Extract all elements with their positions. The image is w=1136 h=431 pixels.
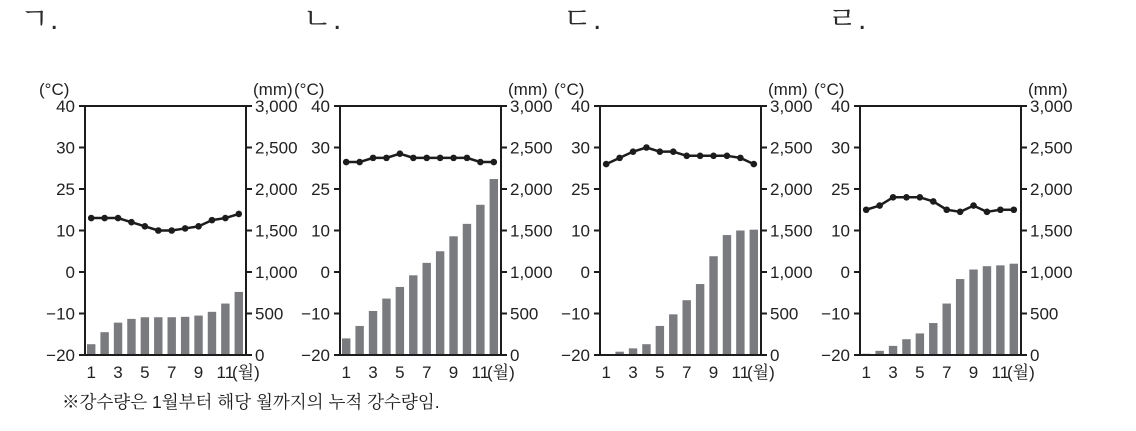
x-axis-labels <box>601 363 774 382</box>
temperature-point <box>182 225 189 232</box>
precip-bar <box>436 251 444 355</box>
precip-bar <box>642 344 650 355</box>
precip-bar <box>956 279 964 355</box>
temperature-point <box>464 155 471 162</box>
svg-text:9: 9 <box>708 363 719 382</box>
temperature-point <box>477 159 484 166</box>
precip-bar <box>916 333 924 355</box>
svg-text:500: 500 <box>510 304 539 324</box>
svg-text:−20: −20 <box>821 346 850 365</box>
temperature-point <box>88 215 95 222</box>
precip-bar <box>929 323 937 355</box>
precip-bar <box>1010 264 1018 355</box>
precip-bar <box>889 346 897 355</box>
svg-text:25: 25 <box>831 180 850 199</box>
svg-text:10: 10 <box>571 221 590 241</box>
precip-bar <box>87 344 95 355</box>
svg-text:(월): (월) <box>1007 363 1035 382</box>
temperature-point <box>383 155 390 162</box>
svg-text:(°C): (°C) <box>554 80 585 99</box>
precip-bar <box>194 316 202 355</box>
svg-text:1: 1 <box>341 363 351 382</box>
svg-text:1,000: 1,000 <box>770 263 813 282</box>
temperature-point <box>657 148 664 155</box>
svg-text:500: 500 <box>255 304 284 324</box>
temperature-point <box>970 202 977 209</box>
climograph-svg-3 <box>552 75 845 397</box>
precip-bar <box>396 287 404 355</box>
svg-text:0: 0 <box>1030 346 1040 365</box>
precip-bars <box>602 230 758 355</box>
temperature-point <box>437 155 444 162</box>
precip-bar <box>463 224 471 355</box>
svg-text:9: 9 <box>968 363 979 382</box>
svg-text:500: 500 <box>1030 304 1059 324</box>
temperature-point <box>943 206 950 213</box>
svg-text:5: 5 <box>140 363 150 382</box>
svg-text:40: 40 <box>571 97 590 116</box>
chart-label-digeut: ㄷ. <box>563 3 603 36</box>
precip-bar <box>181 317 189 355</box>
precip-bar <box>409 275 417 355</box>
precip-bar <box>423 263 431 355</box>
chart-label-giyeok: ㄱ. <box>20 3 60 36</box>
climograph-svg-4 <box>812 75 1102 397</box>
precip-bar <box>943 304 951 355</box>
climograph-panel-4 <box>812 75 1102 397</box>
chart-label-rieul: ㄹ. <box>828 3 868 36</box>
svg-text:11: 11 <box>731 363 750 382</box>
temperature-point <box>997 206 1004 213</box>
svg-text:−10: −10 <box>561 304 590 324</box>
svg-text:10: 10 <box>831 221 850 241</box>
climograph-panel-3 <box>552 75 845 397</box>
temperature-point <box>155 227 162 234</box>
svg-text:(월): (월) <box>487 363 515 382</box>
precip-bar <box>127 319 135 355</box>
svg-text:(°C): (°C) <box>814 80 845 99</box>
svg-text:2,500: 2,500 <box>510 138 553 158</box>
temperature-point <box>423 155 430 162</box>
precip-bar <box>235 292 243 355</box>
svg-text:25: 25 <box>571 180 590 199</box>
precip-bar <box>342 338 350 355</box>
svg-text:5: 5 <box>655 363 665 382</box>
svg-text:0: 0 <box>65 263 75 282</box>
temperature-point <box>410 155 417 162</box>
svg-text:3: 3 <box>628 363 638 382</box>
footnote: ※강수량은 1월부터 해당 월까지의 누적 강수량임. <box>62 392 440 412</box>
temperature-point <box>209 217 216 224</box>
temperature-point <box>168 227 175 234</box>
svg-text:2,500: 2,500 <box>770 138 813 158</box>
svg-text:(°C): (°C) <box>294 80 325 99</box>
svg-text:−10: −10 <box>46 304 75 324</box>
svg-text:3: 3 <box>888 363 898 382</box>
svg-text:7: 7 <box>166 363 177 382</box>
svg-text:0: 0 <box>840 263 850 282</box>
climograph-svg-2 <box>292 75 585 397</box>
temperature-point <box>957 209 964 216</box>
temperature-point <box>356 159 363 166</box>
temperature-point <box>876 202 883 209</box>
precip-bar <box>168 317 176 355</box>
svg-text:7: 7 <box>681 363 692 382</box>
precip-bar <box>723 235 731 355</box>
svg-text:−20: −20 <box>46 346 75 365</box>
temperature-point <box>603 161 610 168</box>
precip-bar <box>208 312 216 355</box>
svg-text:0: 0 <box>510 346 520 365</box>
svg-text:11: 11 <box>471 363 490 382</box>
svg-text:7: 7 <box>421 363 432 382</box>
temperature-point <box>930 198 937 205</box>
temperature-point <box>697 153 704 160</box>
temperature-point <box>903 194 910 201</box>
svg-text:(mm): (mm) <box>253 80 293 99</box>
svg-text:25: 25 <box>311 180 330 199</box>
svg-text:30: 30 <box>56 138 75 158</box>
climograph-panel-1 <box>37 75 327 397</box>
precip-bar <box>221 304 229 355</box>
temperature-point <box>115 215 122 222</box>
temperature-point <box>890 194 897 201</box>
temperature-point <box>917 194 924 201</box>
temperature-point <box>222 215 229 222</box>
precip-bar <box>141 317 149 355</box>
svg-text:7: 7 <box>941 363 952 382</box>
svg-text:2,000: 2,000 <box>510 180 553 199</box>
temperature-point <box>343 159 350 166</box>
svg-text:0: 0 <box>255 346 265 365</box>
svg-text:30: 30 <box>571 138 590 158</box>
temperature-line <box>91 214 239 231</box>
temperature-point <box>616 155 623 162</box>
svg-text:1: 1 <box>861 363 871 382</box>
svg-text:0: 0 <box>320 263 330 282</box>
svg-text:3: 3 <box>113 363 123 382</box>
svg-text:10: 10 <box>56 221 75 241</box>
precip-bar <box>902 339 910 355</box>
svg-text:40: 40 <box>311 97 330 116</box>
svg-text:(°C): (°C) <box>39 80 70 99</box>
temperature-point <box>670 148 677 155</box>
temperature-line <box>866 197 1014 212</box>
svg-text:3,000: 3,000 <box>770 97 813 116</box>
svg-text:30: 30 <box>831 138 850 158</box>
svg-text:1,500: 1,500 <box>1030 221 1073 241</box>
chart-label-nieun: ㄴ. <box>303 3 343 36</box>
precip-bar <box>656 326 664 355</box>
svg-text:0: 0 <box>580 263 590 282</box>
svg-text:(mm): (mm) <box>768 80 808 99</box>
svg-text:−10: −10 <box>301 304 330 324</box>
svg-text:(mm): (mm) <box>508 80 548 99</box>
temperature-point <box>101 215 108 222</box>
temperature-point <box>195 223 202 230</box>
temperature-point <box>235 211 242 218</box>
temperature-point <box>710 153 717 160</box>
svg-text:9: 9 <box>193 363 204 382</box>
x-axis-labels <box>341 363 514 382</box>
svg-text:(월): (월) <box>747 363 775 382</box>
temperature-line <box>346 154 494 162</box>
temperature-point <box>630 148 637 155</box>
svg-text:9: 9 <box>448 363 459 382</box>
precip-bars <box>342 179 498 355</box>
climograph-svg-1 <box>37 75 327 397</box>
precip-bar <box>750 230 758 355</box>
svg-text:1,000: 1,000 <box>1030 263 1073 282</box>
precip-bars <box>87 292 243 355</box>
temperature-point <box>128 219 135 226</box>
svg-text:40: 40 <box>56 97 75 116</box>
precip-bar <box>369 311 377 355</box>
precip-bar <box>736 231 744 356</box>
precip-bar <box>969 270 977 355</box>
precip-bar <box>382 299 390 355</box>
svg-text:40: 40 <box>831 97 850 116</box>
svg-text:1: 1 <box>601 363 611 382</box>
svg-text:2,500: 2,500 <box>255 138 298 158</box>
precip-bar <box>355 326 363 355</box>
temperature-point <box>683 153 690 160</box>
svg-text:2,000: 2,000 <box>1030 180 1073 199</box>
precip-bar <box>696 284 704 355</box>
svg-text:3,000: 3,000 <box>255 97 298 116</box>
svg-text:1,500: 1,500 <box>770 221 813 241</box>
svg-text:1,000: 1,000 <box>255 263 298 282</box>
svg-text:0: 0 <box>770 346 780 365</box>
svg-text:2,500: 2,500 <box>1030 138 1073 158</box>
svg-text:(월): (월) <box>232 363 260 382</box>
svg-text:1,500: 1,500 <box>510 221 553 241</box>
svg-text:5: 5 <box>395 363 405 382</box>
svg-text:2,000: 2,000 <box>770 180 813 199</box>
x-axis-labels <box>861 363 1034 382</box>
precip-bars <box>862 264 1018 355</box>
svg-text:11: 11 <box>216 363 235 382</box>
svg-text:11: 11 <box>991 363 1010 382</box>
precip-bar <box>709 256 717 355</box>
svg-text:−20: −20 <box>561 346 590 365</box>
precip-bar <box>490 179 498 355</box>
precip-bar <box>683 300 691 355</box>
temperature-point <box>724 153 731 160</box>
temperature-point <box>490 159 497 166</box>
temperature-point <box>1010 206 1017 213</box>
svg-text:500: 500 <box>770 304 799 324</box>
precip-bar <box>669 314 677 355</box>
svg-text:1: 1 <box>86 363 96 382</box>
precip-bar <box>114 323 122 355</box>
precip-bar <box>983 266 991 355</box>
temperature-point <box>370 155 377 162</box>
temperature-line <box>606 148 754 165</box>
svg-text:3,000: 3,000 <box>1030 97 1073 116</box>
temperature-point <box>750 161 757 168</box>
svg-text:3: 3 <box>368 363 378 382</box>
temperature-point <box>643 144 650 151</box>
svg-text:−10: −10 <box>821 304 850 324</box>
temperature-point <box>397 150 404 157</box>
svg-text:25: 25 <box>56 180 75 199</box>
precip-bar <box>100 332 108 355</box>
temperature-point <box>450 155 457 162</box>
climograph-panel-2 <box>292 75 585 397</box>
svg-text:5: 5 <box>915 363 925 382</box>
svg-text:30: 30 <box>311 138 330 158</box>
x-axis-labels <box>86 363 259 382</box>
temperature-point <box>984 209 991 216</box>
temperature-point <box>142 223 149 230</box>
precip-bar <box>449 236 457 355</box>
svg-text:(mm): (mm) <box>1028 80 1068 99</box>
temperature-point <box>737 155 744 162</box>
precip-bar <box>476 205 484 355</box>
svg-text:1,500: 1,500 <box>255 221 298 241</box>
temperature-point <box>863 206 870 213</box>
precip-bar <box>154 317 162 355</box>
svg-text:2,000: 2,000 <box>255 180 298 199</box>
svg-text:10: 10 <box>311 221 330 241</box>
svg-text:1,000: 1,000 <box>510 263 553 282</box>
precip-bar <box>996 265 1004 355</box>
svg-text:−20: −20 <box>301 346 330 365</box>
svg-text:3,000: 3,000 <box>510 97 553 116</box>
